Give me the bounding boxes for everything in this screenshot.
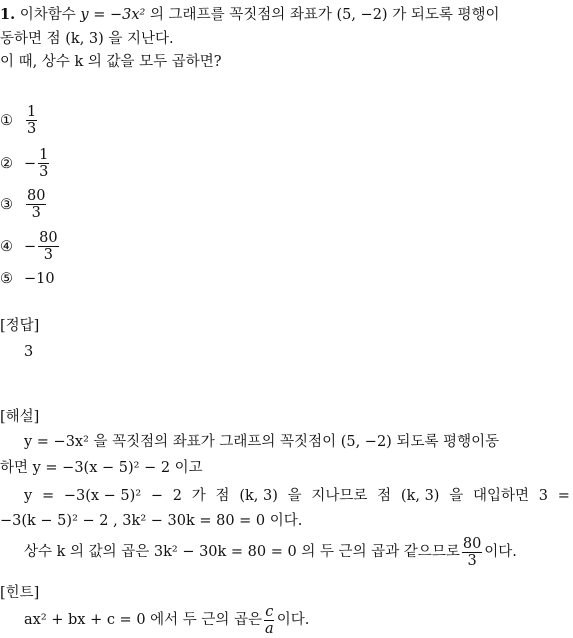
solution-p2-line2: −3(k − 5)² − 2 , 3k² − 30k = 80 = 0 이다. (0, 513, 303, 529)
solution-p2-word: = (557, 488, 570, 504)
fraction-denominator: 3 (27, 121, 37, 137)
fraction-numerator: 1 (39, 147, 49, 163)
choice-1 (0, 104, 39, 137)
choice-fraction (26, 188, 46, 221)
answer-value: 3 (24, 344, 34, 360)
fraction-denominator: 3 (39, 164, 49, 180)
solution-p2-word: 지나므로 (311, 488, 368, 504)
fraction-numerator: c (265, 603, 274, 620)
choice-mark: ② (0, 155, 13, 172)
solution-p2-word: y (24, 488, 33, 504)
solution-p2-word: 점 (377, 488, 392, 504)
problem-line-1 (0, 6, 499, 24)
choice-2 (0, 147, 51, 180)
solution-p1-line1: y = −3x² 을 꼭짓점의 좌표가 그래프의 꼭짓점이 (5, −2) 되도록 평행이동 (24, 434, 500, 450)
solution-p2-word: 3 (538, 488, 548, 504)
fraction-numerator: 80 (39, 230, 58, 246)
hint-end: 이다. (276, 612, 310, 628)
hint-line (24, 602, 309, 638)
problem-number: 1. (0, 6, 16, 23)
fraction-numerator: 1 (27, 104, 37, 120)
fraction-denominator: a (265, 620, 274, 637)
solution-p3 (24, 531, 517, 573)
choice-fraction (26, 104, 37, 137)
choice-mark: ③ (0, 196, 13, 213)
fraction-denominator: 3 (467, 552, 477, 569)
answer-heading: [정답] (0, 318, 40, 334)
problem-line-3: 이 때, 상수 k 의 값을 모두 곱하면? (0, 54, 222, 70)
solution-p2-word: 을 (449, 488, 464, 504)
choice-text: −10 (24, 271, 55, 287)
choice-4 (0, 230, 61, 263)
solution-p2-line1 (24, 487, 570, 505)
choice-sign: − (24, 238, 37, 255)
solution-fraction (462, 536, 482, 569)
solution-p2-word: (k, 3) (239, 488, 278, 504)
solution-p2-word: 가 (191, 488, 206, 504)
solution-p3-end: 이다. (484, 544, 517, 560)
solution-p2-word: = (41, 488, 55, 504)
solution-p2-word: 대입하면 (472, 488, 530, 504)
fraction-numerator: 80 (27, 188, 46, 204)
problem-line-2: 동하면 점 (k, 3) 을 지난다. (0, 31, 174, 47)
choice-mark: ⑤ (0, 271, 13, 287)
solution-p2-word: − (150, 488, 164, 504)
choice-mark: ① (0, 112, 13, 129)
fraction-denominator: 3 (31, 205, 41, 221)
problem-text-1a: 이차함수 (19, 7, 76, 23)
problem-equation: y = −3x² (80, 7, 150, 23)
fraction-denominator: 3 (43, 247, 53, 263)
solution-p2-word: −3(x − 5)² (63, 488, 142, 504)
choice-3 (0, 188, 48, 221)
choice-sign: − (24, 155, 37, 172)
solution-p2-word: 점 (215, 488, 230, 504)
solution-p2-word: 2 (172, 488, 183, 504)
choice-fraction (38, 230, 58, 263)
choice-fraction (38, 147, 49, 180)
hint-text: ax² + bx + c = 0 에서 두 근의 곱은 (24, 612, 263, 628)
solution-p1-line2: 하면 y = −3(x − 5)² − 2 이고 (0, 460, 203, 476)
hint-fraction (264, 604, 275, 637)
solution-p3-text: 상수 k 의 값의 곱은 3k² − 30k = 80 = 0 의 두 근의 곱과 같으므로 (24, 544, 460, 560)
solution-p2-word: 을 (287, 488, 302, 504)
solution-p2-word: (k, 3) (400, 488, 440, 504)
choice-5 (0, 271, 55, 287)
fraction-numerator: 80 (462, 535, 482, 552)
hint-heading: [힌트] (0, 585, 40, 601)
solution-heading: [해설] (0, 409, 40, 425)
choice-mark: ④ (0, 238, 13, 255)
problem-text-1b: 의 그래프를 꼭짓점의 좌표가 (5, −2) 가 되도록 평행이 (149, 7, 500, 23)
